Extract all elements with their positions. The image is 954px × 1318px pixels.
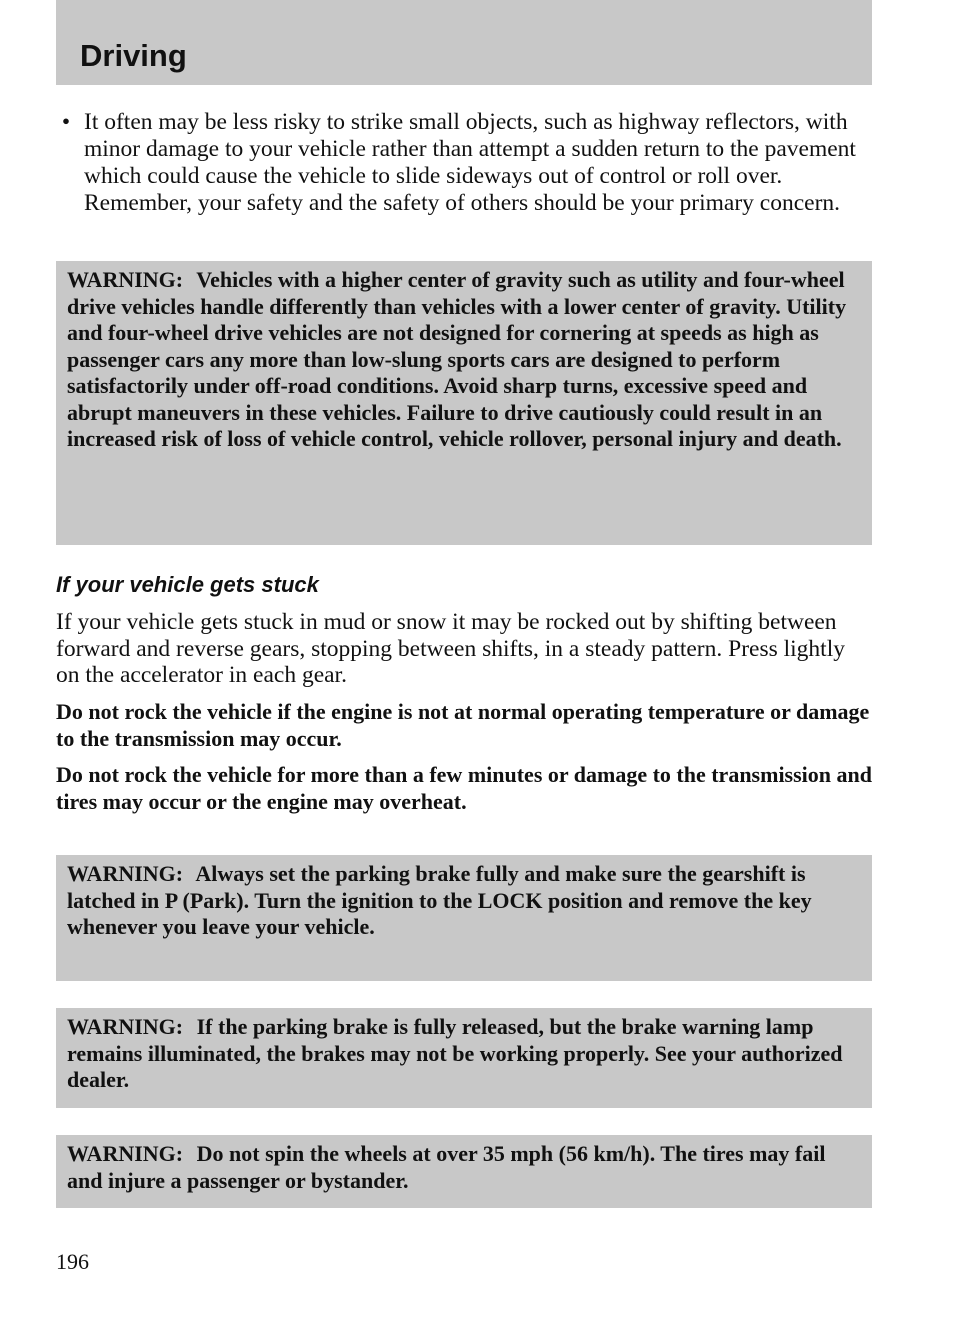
warning-text: Vehicles with a higher center of gravity such as utility and four-wheel drive vehicles handle differently than vehicles with a lower center of gravity. Utility and four-wheel drive vehicles are not designed for cornering at speeds as high as passenger cars any more than low-slung sports cars are designed to perform satisfactorily under off-road conditions. Avoid sharp turns, excessive speed and abrupt maneuvers in these vehicles. Failure to drive cautiously could result in an increased risk of loss of vehicle control, vehicle rollover, personal injury and death.	[67, 267, 847, 451]
warning-label: WARNING:	[67, 1141, 184, 1166]
body-paragraph-rocking: If your vehicle gets stuck in mud or snow it may be rocked out by shifting between forward and reverse gears, stopping between shifts, in a steady pattern. Press lightly on the accelerator in each gear.	[56, 609, 845, 688]
page-number: 196	[56, 1249, 89, 1274]
warning-label: WARNING:	[67, 1014, 184, 1039]
caution-engine-temperature: Do not rock the vehicle if the engine is not at normal operating temperature or damage to the transmission may occur.	[56, 699, 870, 751]
warning-text: Do not spin the wheels at over 35 mph (56 km/h). The tires may fail and injure a passenger or bystander.	[67, 1141, 826, 1193]
bullet-text: It often may be less risky to strike small objects, such as highway reflectors, with minor damage to your vehicle rather than attempt a sudden return to the pavement which could cause the vehicle to slide sideways out of control or roll over. Remember, your safety and the safety of others should be your primary concern.	[84, 109, 856, 216]
warning-label: WARNING:	[67, 861, 184, 886]
bullet-item	[56, 109, 872, 217]
page-header	[56, 0, 872, 85]
caution-rocking-duration: Do not rock the vehicle for more than a few minutes or damage to the transmission and tires may occur or the engine may overheat.	[56, 762, 872, 814]
warning-text: Always set the parking brake fully and make sure the gearshift is latched in P (Park). Turn the ignition to the LOCK position and remove the key whenever you leave your vehicle.	[67, 861, 812, 939]
warning-box-center-of-gravity	[56, 261, 872, 545]
section-title: Driving	[80, 38, 187, 73]
warning-text: If the parking brake is fully released, but the brake warning lamp remains illuminated, the brakes may not be working properly. See your authorized dealer.	[67, 1014, 843, 1092]
warning-box-wheel-spin	[56, 1135, 872, 1208]
subheading-vehicle-stuck: If your vehicle gets stuck	[56, 572, 319, 597]
bullet-icon: •	[61, 109, 71, 135]
warning-label: WARNING:	[67, 267, 184, 292]
warning-box-brake-lamp	[56, 1008, 872, 1108]
warning-box-parking-brake	[56, 855, 872, 981]
